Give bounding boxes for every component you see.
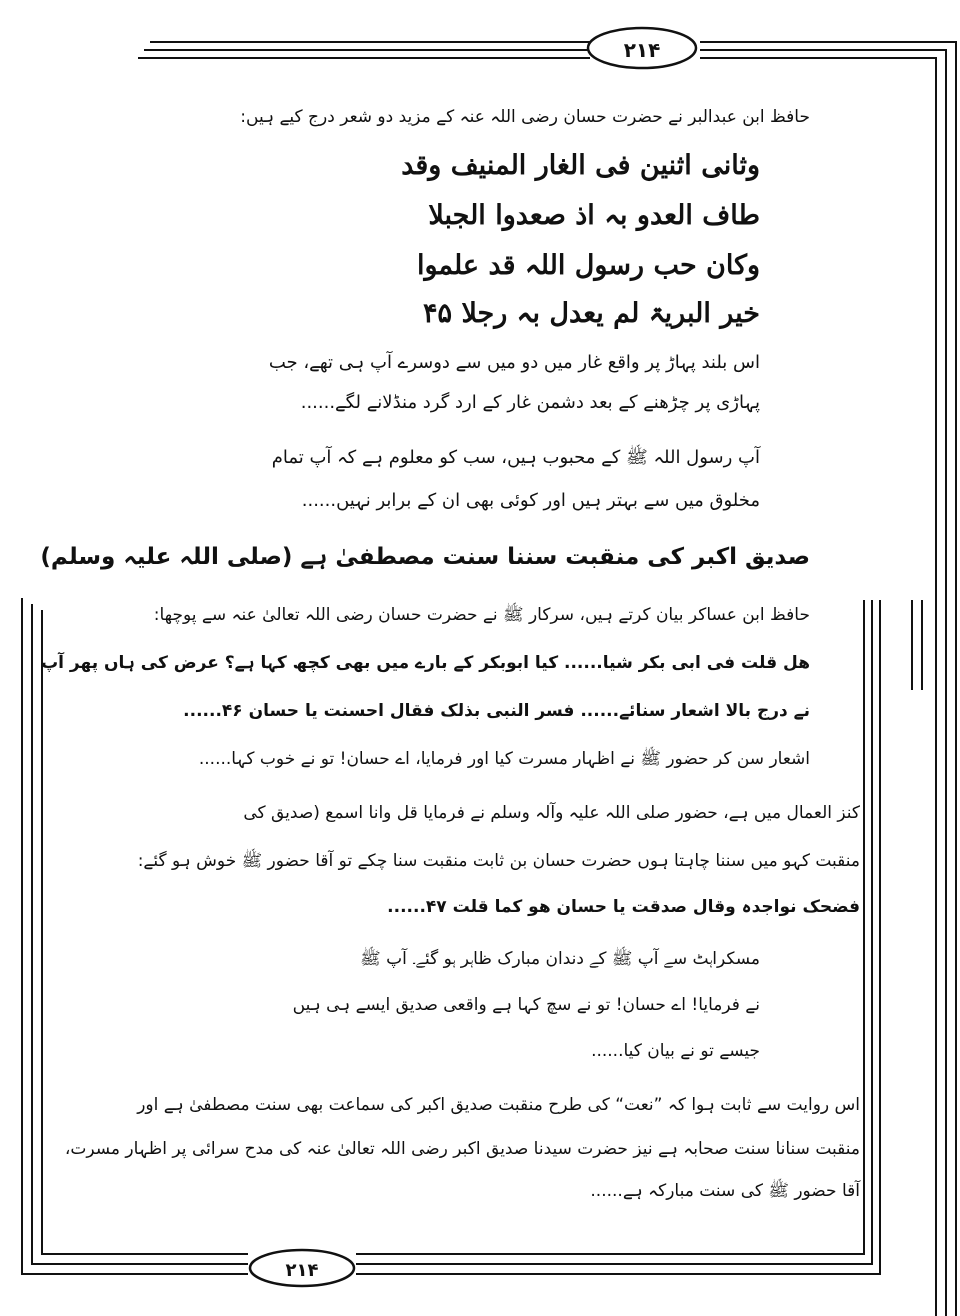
body-line: نے فرمایا! اے حسان! تو نے سچ کہا ہے واقعی صدیق ایسے ہی ہیں: [292, 995, 760, 1015]
body-line: آقا حضور ﷺ کی سنت مبارکہ ہے......: [590, 1181, 860, 1201]
translation-line: اس بلند پہاڑ پر واقع غار میں دو میں سے دوسرے آپ ہی تھے، جب: [268, 352, 760, 373]
section-heading: صدیق اکبر کی منقبت سننا سنت مصطفیٰ ہے (صلی اللہ علیہ وسلم): [40, 544, 810, 570]
page-number-top: ۲۱۴: [623, 38, 661, 62]
body-line: حافظ ابن عساکر بیان کرتے ہیں، سرکار ﷺ نے حضرت حسان رضی اللہ تعالیٰ عنہ سے پوچھا:: [153, 605, 810, 625]
poem-line: خیر البریۃ لم یعدل بہ رجلا ۴۵: [423, 298, 760, 329]
body-line: مسکراہٹ سے آپ ﷺ کے دندان مبارک ظاہر ہو گئے۔ آپ ﷺ: [360, 949, 760, 969]
body-line: منقبت سنانا سنت صحابہ ہے نیز حضرت سیدنا صدیق اکبر رضی اللہ تعالیٰ عنہ کی مدح سرائی پر اظہار مسرت،: [64, 1139, 860, 1159]
body-line: ھل قلت فی ابی بکر شیا...... کیا ابوبکر کے بارے میں بھی کچھ کہا ہے؟ عرض کی ہاں پھر آپ: [41, 653, 810, 673]
translation-line: مخلوق میں سے بہتر ہیں اور کوئی بھی ان کے برابر نہیں......: [301, 490, 760, 511]
body-line: کنز العمال میں ہے، حضور صلی اللہ علیہ وآلہ وسلم نے فرمایا قل وانا اسمع (صدیق کی: [243, 803, 860, 823]
page-number-bottom: ۲۱۴: [285, 1260, 319, 1281]
translation-line: آپ رسول اللہ ﷺ کے محبوب ہیں، سب کو معلوم ہے کہ آپ تمام: [271, 447, 760, 468]
intro-line: حافظ ابن عبدالبر نے حضرت حسان رضی اللہ عنہ کے مزید دو شعر درج کیے ہیں:: [240, 107, 810, 127]
poem-line: طاف العدو بہ اذ صعدوا الجبلا: [428, 200, 760, 231]
poem-line: وکان حب رسول اللہ قد علموا: [416, 250, 760, 281]
body-line: نے درج بالا اشعار سنائے...... فسر النبی بذلک فقال احسنت یا حسان ۴۶......: [183, 701, 810, 721]
poem-line: وثانی اثنین فی الغار المنیف وقد: [401, 150, 760, 181]
body-line: منقبت کہو میں سننا چاہتا ہوں حضرت حسان بن ثابت منقبت سنا چکے تو آقا حضور ﷺ خوش ہو گئے:: [137, 851, 860, 871]
translation-line: پہاڑی پر چڑھنے کے بعد دشمن غار کے ارد گرد منڈلانے لگے......: [300, 392, 760, 413]
body-line: جیسے تو نے بیان کیا......: [591, 1041, 760, 1061]
body-line: اس روایت سے ثابت ہوا کہ ”نعت“ کی طرح منقبت صدیق اکبر کی سماعت بھی سنت مصطفیٰ ہے اور: [137, 1095, 860, 1115]
body-line: اشعار سن کر حضور ﷺ نے اظہار مسرت کیا اور فرمایا، اے حسان! تو نے خوب کہا......: [198, 749, 810, 769]
body-line: فضحک نواجدہ وقال صدقت یا حسان ھو کما قلت ۴۷......: [387, 897, 860, 917]
